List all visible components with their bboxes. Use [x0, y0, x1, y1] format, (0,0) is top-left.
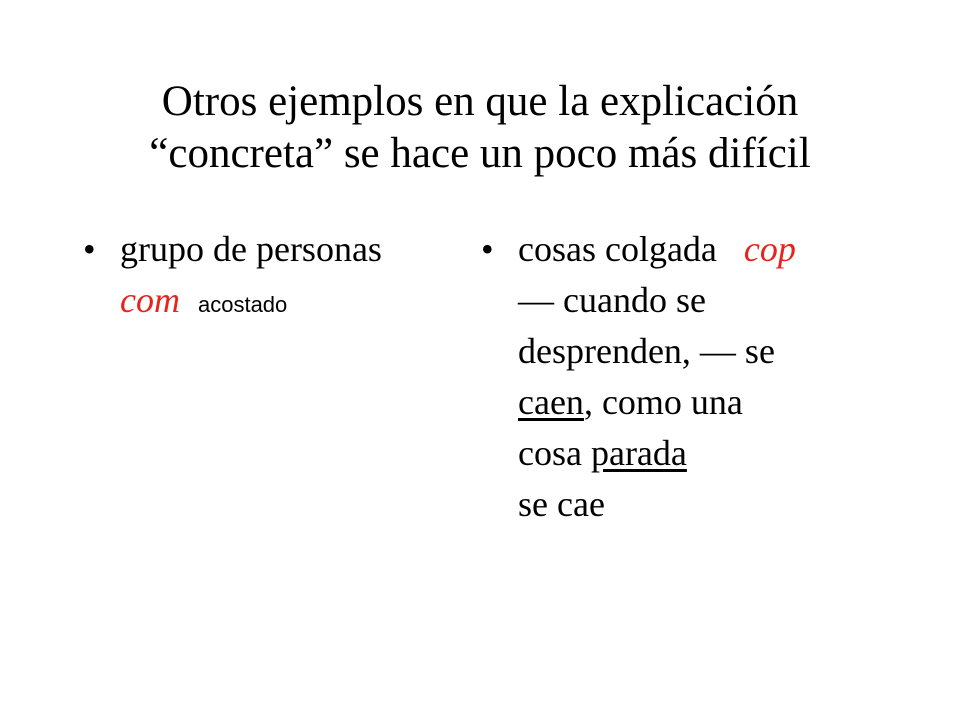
left-column: [80, 224, 440, 330]
bullet-line-5: [518, 428, 878, 479]
gloss-acostado: acostado: [197, 292, 288, 317]
bullet-text: cosas colgada: [518, 229, 717, 269]
term-cop: cop: [743, 229, 796, 269]
bullet-item-cosas-colgada: [478, 224, 878, 530]
line-4-rest: , como una: [583, 382, 743, 422]
bullet-line-4: [518, 377, 878, 428]
underlined-word-parada: parada: [590, 433, 687, 473]
slide-title-line-1: Otros ejemplos en que la explicación: [161, 78, 799, 125]
line-5-plain: cosa: [518, 433, 582, 473]
slide-title-line-2: “concreta” se hace un poco más difícil: [149, 130, 811, 177]
bullet-line-6: se cae: [518, 484, 605, 524]
bullet-text: grupo de personas: [120, 229, 382, 269]
bullet-term-line: [120, 275, 440, 330]
slide-title: [60, 76, 900, 180]
bullet-line-1: [518, 224, 878, 275]
right-column: [478, 224, 878, 530]
term-com: com: [120, 280, 180, 320]
bullet-dot-icon: •: [83, 229, 96, 269]
bullet-line-2: — cuando se: [518, 280, 706, 320]
underlined-word-caen: caen: [518, 382, 584, 422]
bullet-dot-icon: •: [481, 229, 494, 269]
bullet-item-grupo-de-personas: [80, 224, 440, 330]
bullet-line-3: desprenden, — se: [518, 331, 775, 371]
